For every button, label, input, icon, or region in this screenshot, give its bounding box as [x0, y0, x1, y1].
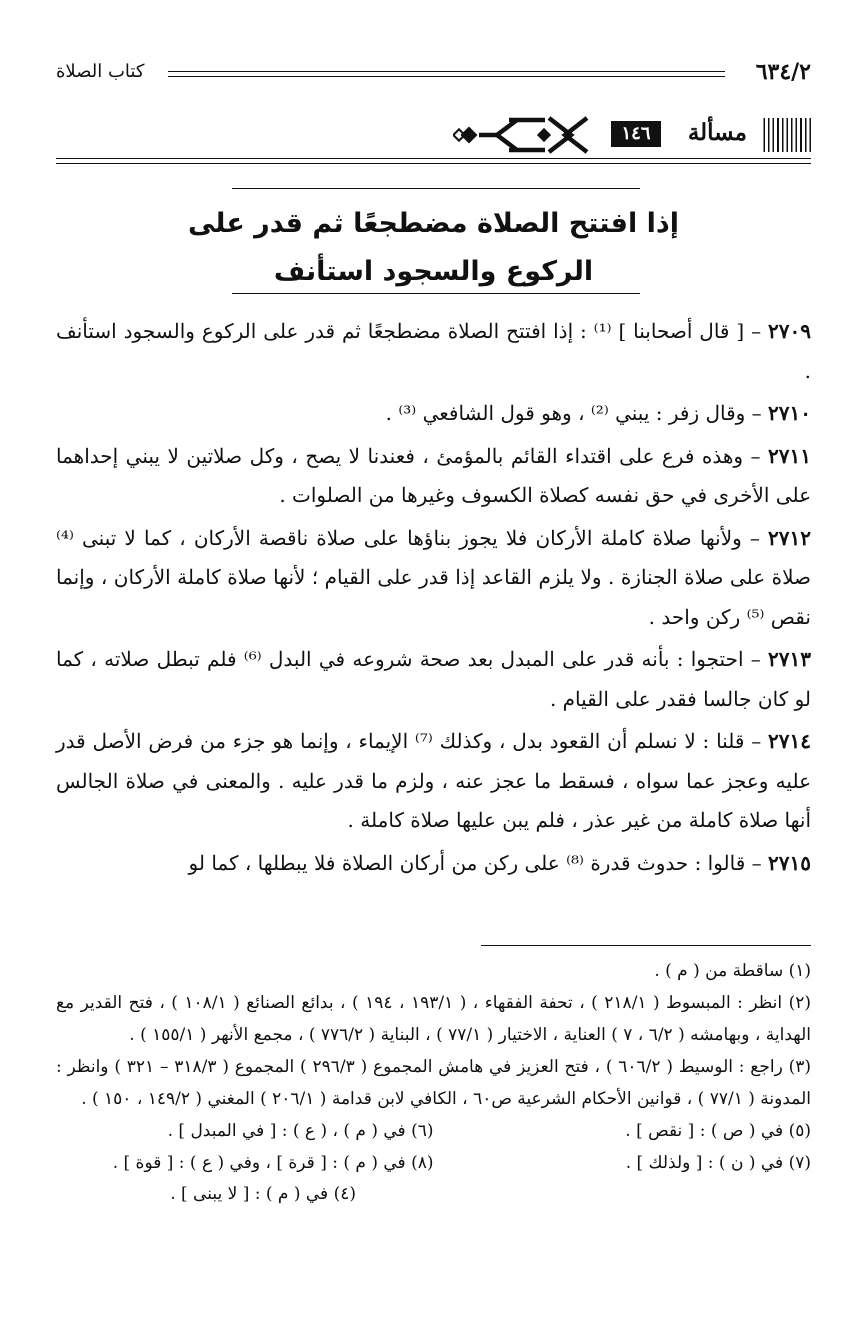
issue-banner: [56, 112, 811, 160]
paragraph-text: – ولأنها صلاة كاملة الأركان فلا يجوز بناؤها على صلاة ناقصة الأركان ، كما لا تبنى ⁽⁴⁾ صلاة على صلاة الجنازة . ولا يلزم القاعد إذا قدر على القيام ؛ لأنها صلاة كاملة الأركان ، وإنما نقص ⁽⁵⁾ ركن واحد .: [56, 525, 811, 629]
paragraph-2713: [56, 640, 811, 719]
footnote-2: (٢) انظر : المبسوط ( ٢١٨/١ ) ، تحفة الفقهاء ، ( ١٩٣/١ ، ١٩٤ ) ، بدائع الصنائع ( ١٠٨/١ ) ، فتح القدير مع الهداية ، وبهامشه ( ٦/٢ ، ٧ ) العناية ، الاختيار ( ٧٧/١ ) ، البناية ( ٧٧٦/٢ ) ، مجمع الأنهر ( ١٥٥/١ ) .: [56, 993, 811, 1045]
paragraph-text: – وقال زفر : يبني ⁽²⁾ ، وهو قول الشافعي ⁽³⁾ .: [385, 401, 769, 425]
body-text: [56, 312, 811, 886]
running-header: [56, 58, 811, 88]
paragraph-number: ٢٧٠٩: [768, 319, 811, 343]
paragraph-2714: [56, 722, 811, 841]
title-rule-bottom: [232, 293, 640, 294]
striped-bar-ornament: [761, 118, 811, 152]
book-title: كتاب الصلاة: [56, 61, 145, 82]
footnote-8: (٨) في ( م ) : [ قرة ] ، وفي ( ع ) : [ قوة ] .: [112, 1153, 434, 1173]
paragraph-number: ٢٧١٥: [768, 850, 811, 875]
paragraph-2715: [56, 844, 811, 884]
footnote-row: [56, 1147, 811, 1179]
paragraph-number: ٢٧١١: [768, 443, 811, 468]
footnote-4: (٤) في ( م ) : [ لا يبنى ] .: [170, 1184, 356, 1204]
footnote-3: (٣) راجع : الوسيط ( ٦٠٦/٢ ) ، فتح العزيز في هامش المجموع ( ٢٩٦/٣ ) المجموع ( ٣١٨/٣ – ٣٢١ ) وانظر : المدونة ( ٧٧/١ ) ، قوانين الأحكام الشرعية ص٦٠ ، الكافي لابن قدامة ( ٢٠٦/١ ) المغني ( ١٤٩/٢ ، ١٥٠ ) .: [56, 1057, 812, 1109]
footnote-6: (٦) في ( م ) ، ( ع ) : [ في المبدل ] .: [167, 1121, 434, 1141]
footnote-rule: [481, 945, 811, 946]
page-number: ٦٣٤/٢: [755, 59, 811, 85]
title-line-1: إذا افتتح الصلاة مضطجعًا ثم قدر على: [187, 208, 679, 239]
paragraph-text: – قلنا : لا نسلم أن القعود بدل ، وكذلك ⁽⁷⁾ الإيماء ، وإنما هو جزء من فرض الأصل قدر عليه وعجز عما سواه ، فسقط ما عجز عنه ، ولزم ما قدر عليه . والمعنى في صلاة الجالس أنها صلاة كاملة من غير عذر ، فلم يبن عليها صلاة كاملة .: [56, 729, 811, 832]
header-rule: [168, 71, 725, 77]
issue-title: [150, 200, 717, 296]
footnote-1: (١) ساقطة من ( م ) .: [654, 961, 811, 981]
paragraph-text: – قالوا : حدوث قدرة ⁽⁸⁾ على ركن من أركان الصلاة فلا يبطلها ، كما لو: [188, 850, 769, 875]
issue-label: مسألة: [687, 119, 747, 146]
title-rule-top: [232, 188, 640, 189]
paragraph-text: – وهذه فرع على اقتداء القائم بالمؤمئ ، فعندنا لا يصح ، وكل صلاتين لا يبني إحداهما على الأخرى في حق نفسه كصلاة الكسوف وغيرها من الصلوات .: [56, 443, 811, 507]
paragraph-number: ٢٧١٢: [768, 525, 811, 550]
footnote-row: [56, 1115, 811, 1147]
paragraph-number: ٢٧١٤: [768, 729, 811, 753]
paragraph-text: – [ قال أصحابنا ] ⁽¹⁾ : إذا افتتح الصلاة مضطجعًا ثم قدر على الركوع والسجود استأنف .: [56, 319, 811, 383]
paragraph-number: ٢٧١٠: [768, 401, 811, 425]
footnotes: [56, 955, 811, 1179]
issue-number-badge: ١٤٦: [611, 121, 661, 147]
paragraph-2710: [56, 394, 811, 434]
footnote-7: (٧) في ( ن ) : [ ولذلك ] .: [625, 1153, 811, 1173]
title-line-2: الركوع والسجود استأنف: [273, 256, 594, 287]
paragraph-text: – احتجوا : بأنه قدر على المبدل بعد صحة شروعه في البدل ⁽⁶⁾ فلم تبطل صلاته ، كما لو كان جالسا فقدر على القيام .: [56, 647, 811, 711]
paragraph-2711: [56, 437, 811, 516]
banner-rule: [56, 158, 811, 164]
footnote-5: (٥) في ( ص ) : [ نقص ] .: [625, 1121, 811, 1141]
paragraph-number: ٢٧١٣: [768, 647, 811, 671]
paragraph-2712: [56, 519, 811, 638]
paragraph-2709: [56, 312, 811, 391]
geometric-ornament-icon: [453, 114, 603, 156]
